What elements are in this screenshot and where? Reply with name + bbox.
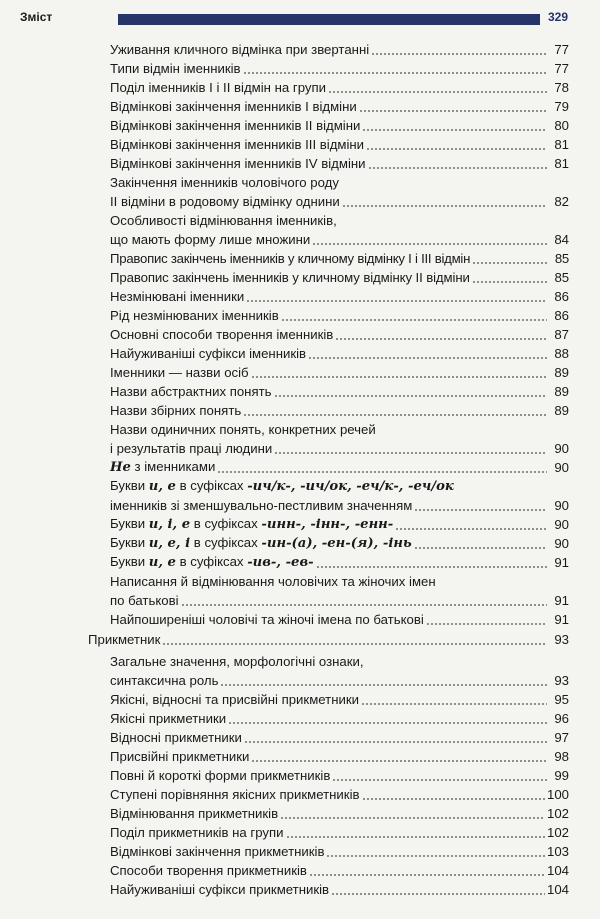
toc-entry-page: 90 <box>554 517 569 532</box>
toc-entry-page: 90 <box>554 498 569 513</box>
toc-entry[interactable] <box>0 59 600 78</box>
title-part: в суфіксах <box>190 535 262 550</box>
toc-entry-page: 81 <box>554 137 569 152</box>
toc-entry-title <box>110 533 412 553</box>
toc-entry[interactable] <box>0 880 600 899</box>
title-part: Букви <box>110 478 149 493</box>
toc-entry[interactable] <box>0 534 600 553</box>
toc-entry[interactable] <box>0 401 600 420</box>
emphasis-letters: и, е <box>148 555 176 570</box>
toc-entry-title: Правопис закінчень іменників у кличному відмінку І і ІІІ відмін <box>110 251 471 266</box>
leader-dots <box>244 741 547 743</box>
leader-dots <box>361 703 547 705</box>
toc-entry-title: Типи відмін іменників <box>110 61 241 76</box>
leader-dots <box>274 452 547 454</box>
emphasis-suffixes: -ин-(а), -ен-(я), -інь <box>261 536 412 551</box>
toc-entry[interactable] <box>0 496 600 515</box>
toc-entry[interactable] <box>0 439 600 458</box>
toc-entry-page: 96 <box>554 711 569 726</box>
toc-entry[interactable] <box>0 515 600 534</box>
toc-entry-line[interactable] <box>0 420 600 439</box>
leader-dots <box>371 53 547 55</box>
leader-dots <box>243 414 547 416</box>
header-bar <box>118 14 540 25</box>
page-number: 329 <box>548 10 569 24</box>
toc-entry-title: Повні й короткі форми прикметників <box>110 768 331 783</box>
toc-entry-title: іменників зі зменшувально-пестливим значенням <box>110 498 413 513</box>
toc-entry-title: Відмінкові закінчення іменників ІІ відміни <box>110 118 361 133</box>
title-part: Букви <box>110 516 149 531</box>
toc-entry[interactable] <box>0 78 600 97</box>
toc-entry[interactable] <box>0 154 600 173</box>
leader-dots <box>332 779 547 781</box>
toc-entry[interactable] <box>0 135 600 154</box>
toc-entry-title: Основні способи творення іменників <box>110 327 334 342</box>
leader-dots <box>366 148 547 150</box>
toc-entry-title: Якісні, відносні та присвійні прикметники <box>110 692 359 707</box>
toc-entry-page: 104 <box>546 863 569 878</box>
toc-entry[interactable] <box>0 785 600 804</box>
toc-entry-title: Назви абстрактних понять <box>110 384 272 399</box>
toc-entry-title: Уживання кличного відмінка при звертанні <box>110 42 370 57</box>
leader-dots <box>220 684 547 686</box>
leader-dots <box>472 281 547 283</box>
toc-entry-title: Найпоширеніші чоловічі та жіночі імена по батькові <box>110 612 424 627</box>
toc-entry-page: 91 <box>554 593 569 608</box>
toc-entry-title: Рід незмінюваних іменників <box>110 308 279 323</box>
toc-entry-line[interactable] <box>0 477 600 496</box>
leader-dots <box>246 300 547 302</box>
toc-entry-page: 77 <box>554 42 569 57</box>
toc-entry-page: 91 <box>554 612 569 627</box>
emphasis-word: Не <box>110 460 131 475</box>
toc-entry-title: Відмінювання прикметників <box>110 806 279 821</box>
toc-entry-page: 88 <box>554 346 569 361</box>
toc-entry[interactable] <box>0 249 600 268</box>
leader-dots <box>162 643 547 645</box>
leader-dots <box>228 722 547 724</box>
toc-entry[interactable] <box>0 40 600 59</box>
leader-dots <box>359 110 547 112</box>
toc-entry[interactable] <box>0 728 600 747</box>
leader-dots <box>181 604 547 606</box>
emphasis-letters: и, е <box>148 479 176 494</box>
toc-entry[interactable] <box>0 842 600 861</box>
leader-dots <box>414 509 547 511</box>
title-part: в суфіксах <box>175 554 248 569</box>
toc-entry-title: Незмінювані іменники <box>110 289 245 304</box>
toc-entry[interactable] <box>0 861 600 880</box>
toc-entry-page: 100 <box>546 787 569 802</box>
toc-entry-title <box>110 514 393 534</box>
toc-entry[interactable] <box>0 671 600 690</box>
toc-entry-page: 78 <box>554 80 569 95</box>
leader-dots <box>368 167 547 169</box>
toc-entry-page: 86 <box>554 308 569 323</box>
toc-entry-title: Назви збірних понять <box>110 403 242 418</box>
leader-dots <box>281 319 547 321</box>
toc-entry-title: Назви одиничних понять, конкретних речей <box>110 422 376 437</box>
toc-entry-page: 102 <box>546 825 569 840</box>
toc-entry[interactable] <box>0 287 600 306</box>
toc-entry-page: 90 <box>554 536 569 551</box>
emphasis-letters: и, і, е <box>148 517 191 532</box>
toc-entry[interactable] <box>0 690 600 709</box>
leader-dots <box>243 72 547 74</box>
toc-entry-title: Іменники — назви осіб <box>110 365 249 380</box>
toc-entry[interactable] <box>0 116 600 135</box>
toc-entry-page: 80 <box>554 118 569 133</box>
toc-entry-line[interactable] <box>0 652 600 671</box>
toc-entry[interactable] <box>0 192 600 211</box>
toc-entry-title <box>110 552 314 572</box>
toc-section-title: Прикметник <box>88 632 161 647</box>
toc-entry-title: Загальне значення, морфологічні ознаки, <box>110 654 364 669</box>
emphasis-suffixes: -инн-, -інн-, -енн- <box>261 517 394 532</box>
toc-entry[interactable] <box>0 382 600 401</box>
toc-entry[interactable] <box>0 325 600 344</box>
toc-entry-title: Поділ іменників І і ІІ відмін на групи <box>110 80 327 95</box>
toc-entry-page: 89 <box>554 384 569 399</box>
emphasis-letters: и, е, і <box>148 536 191 551</box>
toc-section-entry[interactable] <box>0 630 600 649</box>
toc-entry-page: 93 <box>554 632 569 647</box>
toc-entry-title <box>110 476 454 496</box>
toc-entry-page: 79 <box>554 99 569 114</box>
toc-entry-title: Особливості відмінювання іменників, <box>110 213 337 228</box>
toc-entry[interactable] <box>0 610 600 629</box>
toc-entry[interactable] <box>0 458 600 477</box>
toc-entry-title: Найуживаніші суфікси іменників <box>110 346 307 361</box>
leader-dots <box>312 243 547 245</box>
leader-dots <box>362 129 547 131</box>
toc-entry-title: Відносні прикметники <box>110 730 242 745</box>
toc-entry-page: 91 <box>554 555 569 570</box>
leader-dots <box>335 338 547 340</box>
toc-entry-page: 89 <box>554 403 569 418</box>
toc-entry[interactable] <box>0 553 600 572</box>
title-part: Букви <box>110 554 149 569</box>
toc-entry-title: Відмінкові закінчення іменників І відміни <box>110 99 357 114</box>
leader-dots <box>217 471 547 473</box>
leader-dots <box>251 376 547 378</box>
leader-dots <box>362 798 545 800</box>
toc-entry-page: 99 <box>554 768 569 783</box>
title-rest: з іменниками <box>130 459 216 474</box>
page-header <box>0 0 600 40</box>
leader-dots <box>274 395 547 397</box>
toc-entry[interactable] <box>0 766 600 785</box>
toc-entry-page: 85 <box>554 251 569 266</box>
toc-entry[interactable] <box>0 823 600 842</box>
leader-dots <box>426 623 547 625</box>
toc-entry-line[interactable] <box>0 211 600 230</box>
toc-entry-title: Способи творення прикметників <box>110 863 307 878</box>
toc-entry-title: Правопис закінчень іменників у кличному відмінку ІІ відміни <box>110 270 470 285</box>
leader-dots <box>280 817 545 819</box>
toc-entry-page: 90 <box>554 460 569 475</box>
leader-dots <box>326 855 545 857</box>
toc-entry-page: 84 <box>554 232 569 247</box>
toc-entry[interactable] <box>0 591 600 610</box>
leader-dots <box>472 262 547 264</box>
toc-entry-page: 104 <box>546 882 569 897</box>
leader-dots <box>309 874 545 876</box>
toc-entry[interactable] <box>0 230 600 249</box>
leader-dots <box>316 566 547 568</box>
toc-entry-title: що мають форму лише множини <box>110 232 311 247</box>
toc-entry-page: 90 <box>554 441 569 456</box>
title-part: в суфіксах <box>175 478 248 493</box>
toc-entry-title: Ступені порівняння якісних прикметників <box>110 787 360 802</box>
toc-entry-title: Відмінкові закінчення іменників ІІІ відміни <box>110 137 365 152</box>
toc-entry-title: Закінчення іменників чоловічого роду <box>110 175 339 190</box>
toc-entry-title: Написання й відмінювання чоловічих та жіночих імен <box>110 574 436 589</box>
leader-dots <box>395 528 547 530</box>
toc-entry-page: 102 <box>546 806 569 821</box>
toc-entry-page: 85 <box>554 270 569 285</box>
toc-entry-page: 93 <box>554 673 569 688</box>
toc-entry-title <box>110 457 215 477</box>
toc-entry-line[interactable] <box>0 173 600 192</box>
toc-entry[interactable] <box>0 747 600 766</box>
title-part: Букви <box>110 535 149 550</box>
toc-entry-title: ІІ відміни в родовому відмінку однини <box>110 194 340 209</box>
emphasis-suffixes: -ич/к-, -ич/ок, -еч/к-, -еч/ок <box>247 479 454 494</box>
toc-entry-title: Відмінкові закінчення прикметників <box>110 844 325 859</box>
leader-dots <box>342 205 547 207</box>
toc-entry-page: 82 <box>554 194 569 209</box>
toc-entry-title: Поділ прикметників на групи <box>110 825 284 840</box>
leader-dots <box>331 893 545 895</box>
toc-entry-title: і результатів праці людини <box>110 441 273 456</box>
leader-dots <box>308 357 547 359</box>
toc-entry-page: 81 <box>554 156 569 171</box>
leader-dots <box>251 760 547 762</box>
toc-entry-page: 77 <box>554 61 569 76</box>
toc-entry-title: по батькові <box>110 593 179 608</box>
toc-entry-page: 87 <box>554 327 569 342</box>
toc-entry[interactable] <box>0 344 600 363</box>
title-part: в суфіксах <box>190 516 262 531</box>
emphasis-suffixes: -ив-, -ев- <box>247 555 314 570</box>
toc-entry[interactable] <box>0 709 600 728</box>
leader-dots <box>414 547 547 549</box>
toc-entry-title: Відмінкові закінчення іменників IV відміни <box>110 156 366 171</box>
toc-entry-title: Найуживаніші суфікси прикметників <box>110 882 330 897</box>
toc-entry-title: Якісні прикметники <box>110 711 227 726</box>
toc-entry[interactable] <box>0 306 600 325</box>
toc-entry-line[interactable] <box>0 572 600 591</box>
toc-entry-page: 97 <box>554 730 569 745</box>
section-title: Зміст <box>20 10 53 24</box>
toc-entry-title: синтаксична роль <box>110 673 219 688</box>
toc-entry[interactable] <box>0 363 600 382</box>
leader-dots <box>286 836 545 838</box>
toc-entry-page: 95 <box>554 692 569 707</box>
toc-entry[interactable] <box>0 268 600 287</box>
toc-entry-page: 89 <box>554 365 569 380</box>
leader-dots <box>328 91 547 93</box>
toc-entry-title: Присвійні прикметники <box>110 749 250 764</box>
toc-entry-page: 86 <box>554 289 569 304</box>
toc-entry-page: 103 <box>546 844 569 859</box>
toc-entry[interactable] <box>0 97 600 116</box>
toc-entry-page: 98 <box>554 749 569 764</box>
toc-entry[interactable] <box>0 804 600 823</box>
